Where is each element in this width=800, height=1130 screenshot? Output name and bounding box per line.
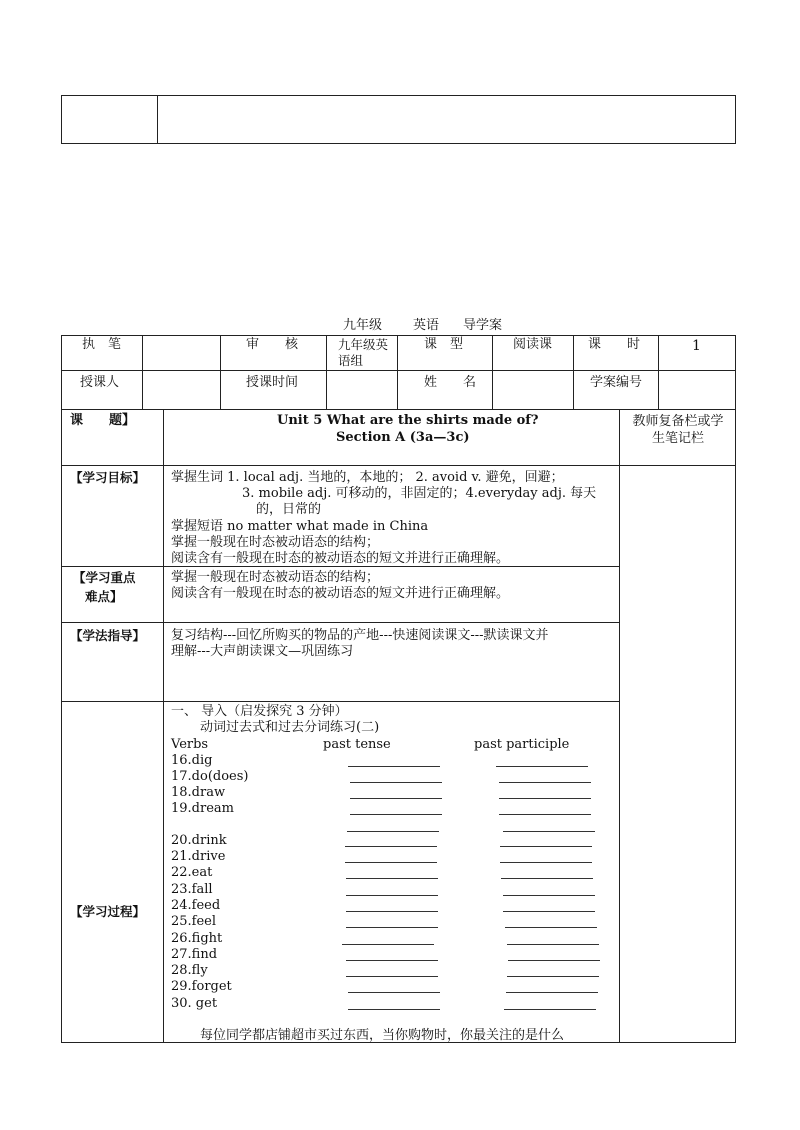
lesson-type-label: 课 型 [424,337,464,352]
keypoints-label-line1: 【学习重点 [73,570,136,585]
past-tense-blank[interactable] [348,1009,440,1010]
past-participle-blank[interactable] [500,862,592,863]
past-participle-blank[interactable] [503,911,595,912]
goals-line-1: 掌握生词 1. local adj. 当地的，本地的； 2. avoid v. 避免，回避； [171,470,564,485]
verb-item: 27.find [171,947,218,962]
verb-item: 25.feel [171,914,217,929]
process-section-title: 一、 导入（启发探究 3 分钟） [171,704,348,719]
number-label: 学案编号 [590,375,643,390]
verb-item: 18.draw [171,785,226,800]
past-tense-blank[interactable] [346,927,438,928]
past-participle-blank[interactable] [503,895,595,896]
goals-line-3: 的，日常的 [256,502,322,517]
verb-item: 16.dig [171,753,213,768]
past-participle-blank[interactable] [503,831,595,832]
info-col-7 [658,335,659,410]
col-verbs-header: Verbs [171,737,209,752]
past-tense-blank[interactable] [350,814,442,815]
main-table-right [735,335,736,1043]
top-table-border-top [61,95,736,96]
verb-item: 26.fight [171,931,223,946]
process-closing: 每位同学都店铺超市买过东西，当你购物时，你最关注的是什么 [200,1028,565,1043]
keypoints-label-line2: 难点】 [85,589,123,604]
verb-item: 19.dream [171,801,234,816]
goals-line-6: 阅读含有一般现在时态的被动语态的短文并进行正确理解。 [171,551,510,566]
info-col-4 [397,335,398,410]
method-label: 【学法指导】 [70,628,146,643]
lesson-type-value: 阅读课 [513,337,553,352]
past-tense-blank[interactable] [346,911,438,912]
past-tense-blank[interactable] [346,878,438,879]
topic-label: 课 题】 [70,413,136,428]
period-label: 课 时 [588,337,641,352]
past-participle-blank[interactable] [496,766,588,767]
past-participle-blank[interactable] [507,976,599,977]
author-label: 执 笔 [82,337,122,352]
past-participle-blank[interactable] [506,992,598,993]
verb-item: 21.drive [171,849,226,864]
past-tense-blank[interactable] [346,960,438,961]
goals-line-2: 3. mobile adj. 可移动的，非固定的；4.everyday adj. 每天 [242,486,597,501]
header-subject: 英语 [413,318,440,333]
past-tense-blank[interactable] [350,798,442,799]
verb-item: 28.fly [171,963,208,978]
method-line-1: 复习结构---回忆所购买的物品的产地---快速阅读课文---默读课文并 [171,628,549,643]
notes-label: 教师复备栏或学生笔记栏 [632,414,724,446]
method-line-2: 理解---大声朗读课文—巩固练习 [171,644,354,659]
info-row-divider [61,370,736,371]
topic-title-line1: Unit 5 What are the shirts made of? [277,413,539,428]
topic-title-line2: Section A (3a—3c) [336,430,470,445]
body-right-col-divider [619,409,620,1043]
keypoints-line-1: 掌握一般现在时态被动语态的结构； [171,570,380,585]
review-value: 九年级英语组 [338,337,389,368]
past-participle-blank[interactable] [499,798,591,799]
past-tense-blank[interactable] [347,831,439,832]
goals-label: 【学习目标】 [70,470,146,485]
past-tense-blank[interactable] [350,782,442,783]
keypoints-line-2: 阅读含有一般现在时态的被动语态的短文并进行正确理解。 [171,586,510,601]
main-table-top [61,335,736,336]
process-subtitle: 动词过去式和过去分词练习(二) [200,720,380,735]
verb-item: 22.eat [171,865,213,880]
review-label: 审 核 [246,337,299,352]
process-label: 【学习过程】 [70,904,146,919]
main-table-left [61,335,62,1043]
top-table-border-right [735,95,736,144]
past-participle-blank[interactable] [499,814,591,815]
col-past-header: past tense [323,737,391,752]
info-col-3 [326,335,327,410]
topic-row-bottom [61,465,736,466]
name-label: 姓 名 [424,375,477,390]
goals-line-4: 掌握短语 no matter what made in China [171,519,429,534]
body-left-col-divider [163,409,164,1043]
period-value: 1 [692,338,701,354]
method-row-bottom [61,701,620,702]
top-table-border-left [61,95,62,144]
past-participle-blank[interactable] [504,1009,596,1010]
header-grade: 九年级 [343,318,383,333]
verb-item: 24.feed [171,898,221,913]
verb-item: 17.do(does) [171,769,249,784]
past-tense-blank[interactable] [345,846,437,847]
top-table-divider [157,95,158,144]
info-col-6 [573,335,574,410]
past-tense-blank[interactable] [348,992,440,993]
info-col-2 [220,335,221,410]
past-tense-blank[interactable] [348,766,440,767]
verb-item: 23.fall [171,882,213,897]
info-col-5 [492,335,493,410]
past-tense-blank[interactable] [345,862,437,863]
goals-line-5: 掌握一般现在时态被动语态的结构； [171,535,380,550]
time-label: 授课时间 [246,375,299,390]
verb-item: 29.forget [171,979,232,994]
header-type: 导学案 [463,318,503,333]
past-participle-blank[interactable] [505,927,597,928]
past-tense-blank[interactable] [346,895,438,896]
past-participle-blank[interactable] [508,960,600,961]
past-tense-blank[interactable] [346,976,438,977]
col-participle-header: past participle [474,737,570,752]
verb-item: 30. get [171,996,218,1011]
keypoints-row-bottom [61,622,620,623]
verb-item: 20.drink [171,833,227,848]
past-participle-blank[interactable] [499,782,591,783]
past-tense-blank[interactable] [342,944,434,945]
past-participle-blank[interactable] [500,846,592,847]
past-participle-blank[interactable] [501,878,593,879]
teacher-label: 授课人 [80,375,120,390]
info-col-1 [142,335,143,410]
past-participle-blank[interactable] [507,944,599,945]
top-table-border-bottom [61,143,736,144]
